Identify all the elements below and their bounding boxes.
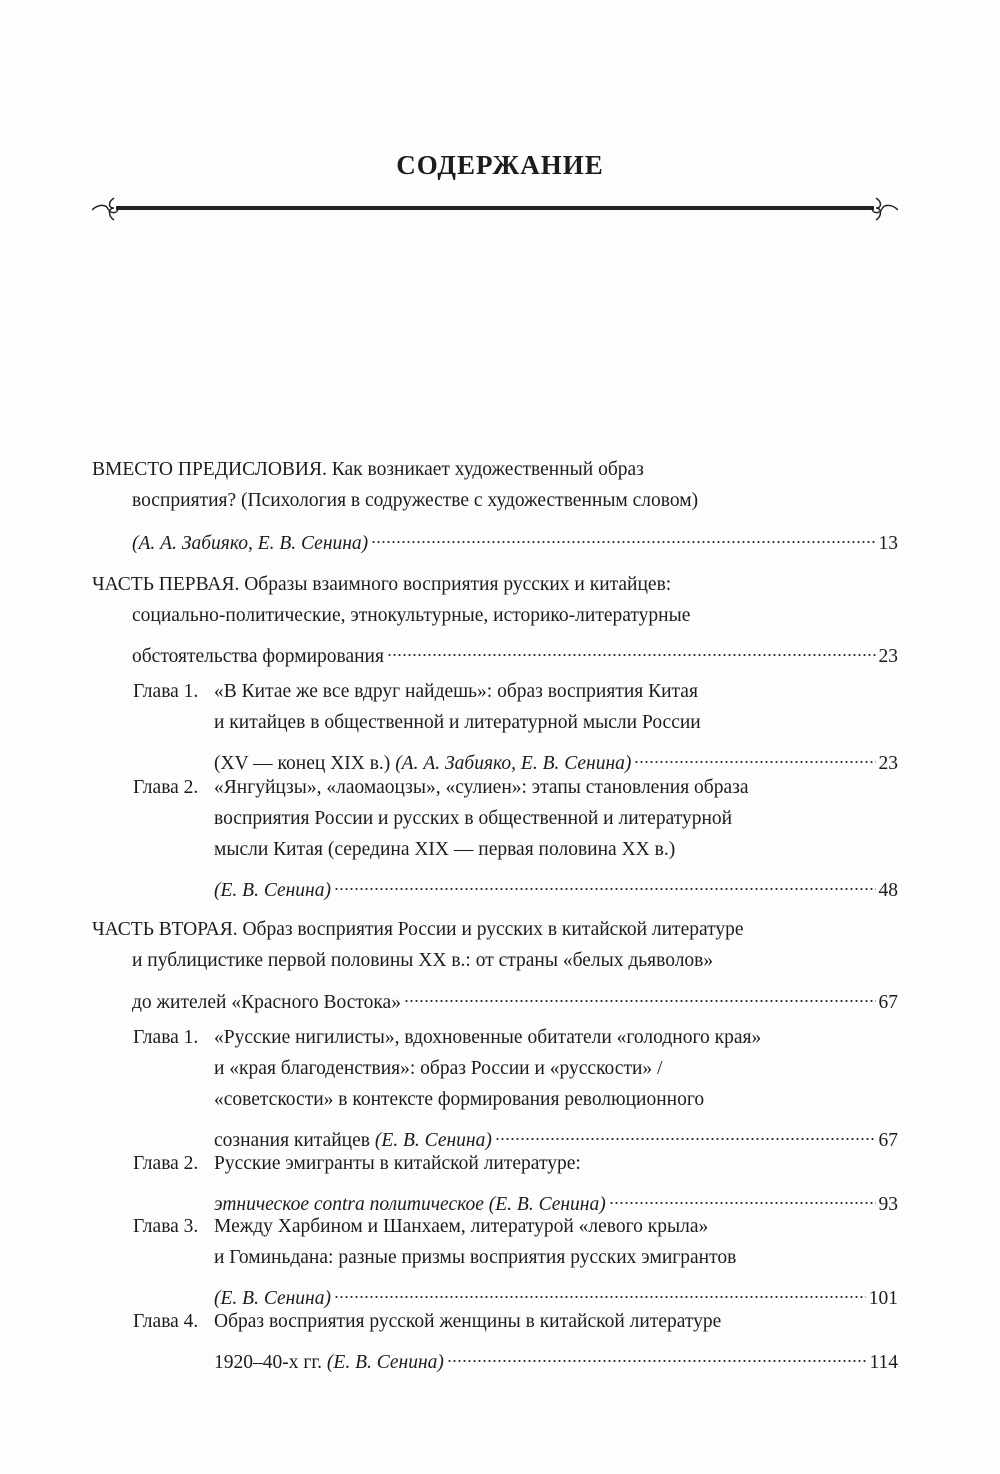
chapter-label: Глава 2.: [133, 777, 199, 798]
toc-chapter-text: (XV — конец XIX в.): [214, 753, 396, 774]
page-number: 114: [869, 1352, 898, 1373]
toc-part-two-chapter-3[interactable]: [214, 1274, 898, 1309]
toc-part-two-chapter-1[interactable]: [214, 1116, 898, 1151]
toc-entry-preface-line: ВМЕСТО ПРЕДИСЛОВИЯ. Как возникает художественный образ: [92, 459, 644, 480]
page-number: 13: [878, 533, 898, 554]
toc-part-two-chapter-2[interactable]: [214, 1180, 898, 1215]
toc-part-one-chapter-1[interactable]: [214, 739, 898, 774]
dot-leader: [334, 1274, 866, 1304]
dot-leader: [387, 632, 876, 662]
toc-chapter-line: «В Китае же все вдруг найдешь»: образ восприятия Китая: [214, 681, 698, 702]
toc-authors: (Е. В. Сенина): [214, 1288, 331, 1309]
toc-chapter-text: этническое contra политическое: [214, 1194, 489, 1215]
page-number: 23: [878, 646, 898, 667]
page-number: 23: [878, 753, 898, 774]
toc-part-one-line: социально-политические, этнокультурные, историко-литературные: [132, 605, 691, 626]
toc-chapter-text: сознания китайцев: [214, 1130, 375, 1151]
toc-part-one-line: обстоятельства формирования: [132, 646, 384, 667]
page-number: 101: [868, 1288, 898, 1309]
dot-leader: [371, 519, 875, 549]
toc-authors: (Е. В. Сенина): [374, 1130, 492, 1151]
toc-chapter-line: Между Харбином и Шанхаем, литературой «левого крыла»: [214, 1216, 709, 1237]
page-number: 48: [878, 880, 898, 901]
page-number: 93: [878, 1194, 898, 1215]
page-title: СОДЕРЖАНИЕ: [396, 150, 604, 180]
toc-part-two-chapter-4[interactable]: [214, 1338, 898, 1373]
toc-chapter-line: и «края благоденствия»: образ России и «русскости» /: [214, 1058, 663, 1079]
dot-leader: [609, 1180, 876, 1210]
toc-part-two-line: и публицистике первой половины XX в.: от страны «белых дьяволов»: [132, 950, 714, 971]
toc-chapter-line: «Янгуйцзы», «лаомаоцзы», «сулиен»: этапы становления образа: [214, 777, 749, 798]
toc-chapter-line: восприятия России и русских в общественной и литературной: [214, 808, 733, 829]
toc-part-two-line: ЧАСТЬ ВТОРАЯ. Образ восприятия России и русских в китайской литературе: [92, 919, 744, 940]
toc-part-two-line: до жителей «Красного Востока»: [132, 992, 401, 1013]
toc-chapter-line: мысли Китая (середина XIX — первая половина XX в.): [214, 839, 676, 860]
chapter-label: Глава 1.: [133, 1027, 199, 1048]
toc-entry-preface-line: восприятия? (Психология в содружестве с художественным словом): [132, 490, 699, 511]
dot-leader: [495, 1116, 876, 1146]
toc-chapter-text: 1920–40-х гг.: [214, 1352, 327, 1373]
dot-leader: [404, 978, 876, 1008]
page-number: 67: [878, 1130, 898, 1151]
toc-chapter-line: [214, 1348, 444, 1378]
page-number: 67: [878, 992, 898, 1013]
toc-part-one-line: ЧАСТЬ ПЕРВАЯ. Образы взаимного восприятия русских и китайцев:: [92, 574, 672, 595]
toc-part-one-chapter-2[interactable]: [214, 866, 898, 901]
toc-part-two[interactable]: [132, 978, 898, 1013]
toc-authors: (Е. В. Сенина): [488, 1194, 606, 1215]
dot-leader: [334, 866, 876, 896]
toc-chapter-line: Русские эмигранты в китайской литературе:: [214, 1153, 581, 1174]
toc-authors: (А. А. Забияко, Е. В. Сенина): [395, 753, 632, 774]
chapter-label: Глава 3.: [133, 1216, 199, 1237]
toc-authors: (Е. В. Сенина): [214, 880, 331, 901]
toc-entry-preface[interactable]: [132, 519, 898, 554]
toc-part-one[interactable]: [132, 632, 898, 667]
dot-leader: [447, 1338, 867, 1368]
toc-chapter-line: Образ восприятия русской женщины в китайской литературе: [214, 1311, 722, 1332]
toc-chapter-line: и китайцев в общественной и литературной мысли России: [214, 712, 701, 733]
chapter-label: Глава 1.: [133, 681, 199, 702]
chapter-label: Глава 2.: [133, 1153, 199, 1174]
chapter-label: Глава 4.: [133, 1311, 199, 1332]
toc-chapter-line: и Гоминьдана: разные призмы восприятия русских эмигрантов: [214, 1247, 737, 1268]
toc-chapter-line: «советскости» в контексте формирования революционного: [214, 1089, 705, 1110]
toc-chapter-line: «Русские нигилисты», вдохновенные обитатели «голодного края»: [214, 1027, 762, 1048]
toc-authors: (Е. В. Сенина): [326, 1352, 444, 1373]
dot-leader: [634, 739, 875, 769]
toc-authors: (А. А. Забияко, Е. В. Сенина): [132, 533, 369, 554]
